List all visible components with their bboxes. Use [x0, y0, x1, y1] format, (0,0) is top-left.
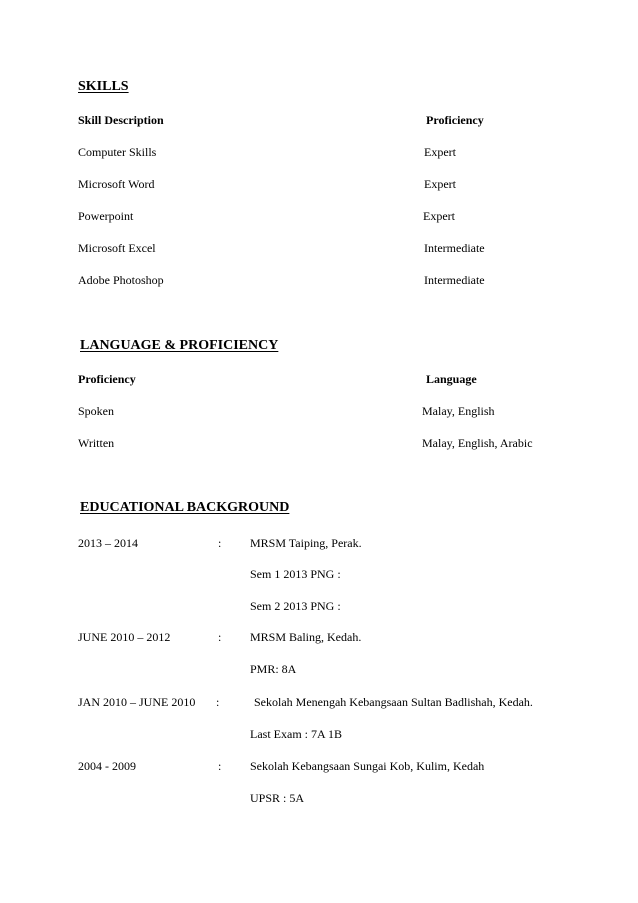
skill-level: Intermediate [424, 273, 485, 287]
skill-name: Computer Skills [78, 145, 157, 159]
skill-name: Adobe Photoshop [78, 273, 164, 287]
education-detail: PMR: 8A [250, 662, 297, 676]
skill-level: Expert [424, 145, 456, 159]
education-separator: : [218, 630, 222, 644]
skill-name: Microsoft Excel [78, 241, 156, 255]
education-separator: : [218, 536, 222, 550]
education-period: JUNE 2010 – 2012 [78, 630, 171, 644]
language-proficiency-header: Proficiency [78, 372, 136, 386]
language-list: Malay, English [422, 404, 495, 418]
skill-name: Powerpoint [78, 209, 134, 223]
skills-heading: SKILLS [78, 79, 129, 94]
education-school: MRSM Taiping, Perak. [250, 536, 362, 550]
skill-level: Expert [424, 177, 456, 191]
skill-name: Microsoft Word [78, 177, 155, 191]
education-detail: UPSR : 5A [250, 791, 305, 805]
education-separator: : [218, 759, 222, 773]
education-school: Sekolah Menengah Kebangsaan Sultan Badlishah, Kedah. [254, 695, 533, 709]
proficiency-header: Proficiency [426, 113, 484, 127]
education-period: JAN 2010 – JUNE 2010 [78, 695, 196, 709]
education-detail: Sem 1 2013 PNG : [250, 567, 341, 581]
skill-description-header: Skill Description [78, 113, 164, 127]
education-period: 2013 – 2014 [78, 536, 138, 550]
education-detail: Sem 2 2013 PNG : [250, 599, 341, 613]
education-detail: Last Exam : 7A 1B [250, 727, 342, 741]
skill-level: Expert [423, 209, 455, 223]
language-list: Malay, English, Arabic [422, 436, 533, 450]
education-heading: EDUCATIONAL BACKGROUND [80, 500, 290, 515]
language-heading: LANGUAGE & PROFICIENCY [80, 338, 279, 353]
education-school: MRSM Baling, Kedah. [250, 630, 362, 644]
language-header: Language [426, 372, 477, 386]
skill-level: Intermediate [424, 241, 485, 255]
education-school: Sekolah Kebangsaan Sungai Kob, Kulim, Kedah [250, 759, 485, 773]
language-type: Spoken [78, 404, 114, 418]
education-period: 2004 - 2009 [78, 759, 136, 773]
education-separator: : [216, 695, 220, 709]
language-type: Written [78, 436, 115, 450]
